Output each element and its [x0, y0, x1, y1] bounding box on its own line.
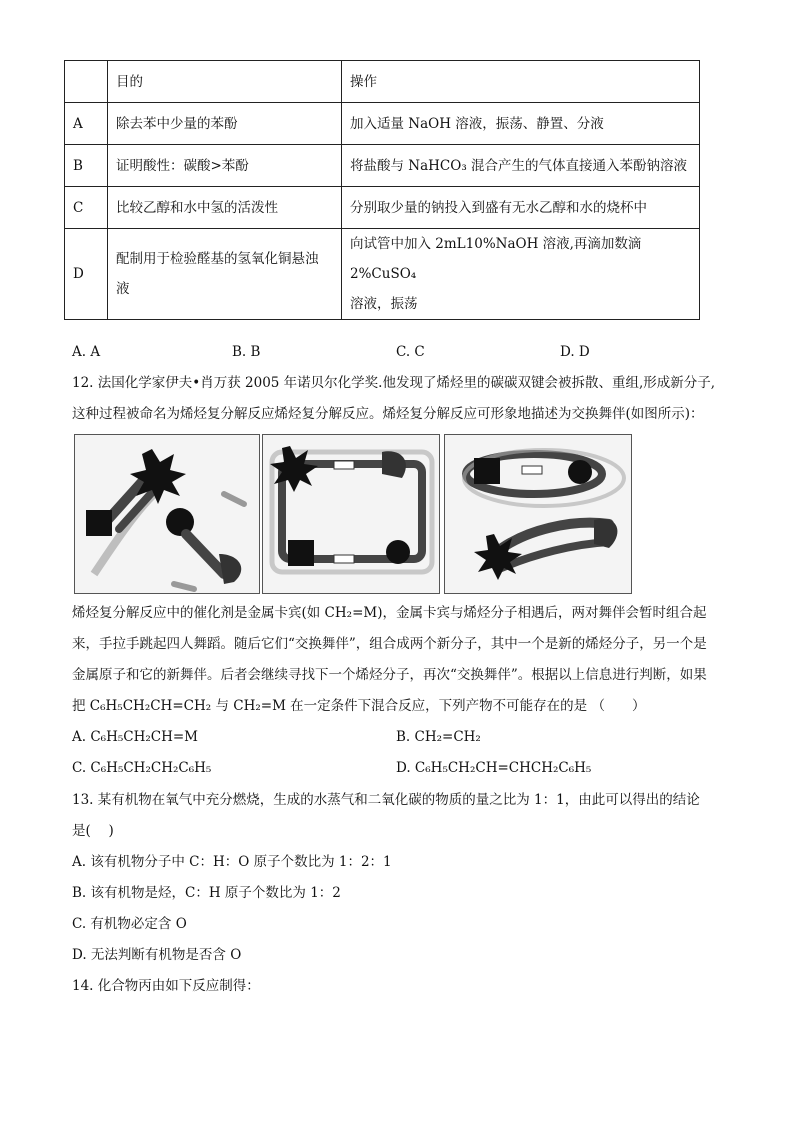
choice-a[interactable]: A. A: [72, 344, 101, 360]
q12-paragraph-line: 来，手拉手跳起四人舞蹈。随后它们“交换舞伴”，组合成两个新分子，其中一个是新的烯烃分子，另一个是: [72, 636, 707, 652]
choice-d[interactable]: D. D: [560, 344, 590, 360]
row-label: C: [65, 187, 108, 229]
row-label: A: [65, 103, 108, 145]
row-purpose: 比较乙醇和水中氢的活泼性: [108, 187, 342, 229]
table-header-row: [65, 61, 700, 103]
row-operation: [342, 229, 700, 320]
choice-b[interactable]: B. B: [232, 344, 261, 360]
q12-paragraph-line: 把 C₆H₅CH₂CH=CH₂ 与 CH₂=M 在一定条件下混合反应，下列产物不可能存在的是 （ ）: [72, 698, 646, 714]
q13-option-b[interactable]: B. 该有机物是烃，C：H 原子个数比为 1：2: [72, 885, 341, 901]
header-cell-label: [65, 61, 108, 103]
row-purpose: [108, 229, 342, 320]
table-row: [65, 187, 700, 229]
header-cell-operation: 操作: [342, 61, 700, 103]
header-cell-purpose: 目的: [108, 61, 342, 103]
dance-panel-2: [262, 434, 440, 594]
row-label: B: [65, 145, 108, 187]
q12-stem-line: 这种过程被命名为烯烃复分解反应烯烃复分解反应。烯烃复分解反应可形象地描述为交换舞伴(如图所示)：: [72, 406, 704, 422]
row-operation: 分别取少量的钠投入到盛有无水乙醇和水的烧杯中: [342, 187, 700, 229]
q13-option-c[interactable]: C. 有机物必定含 O: [72, 916, 187, 932]
q13-stem-line: 13. 某有机物在氧气中充分燃烧，生成的水蒸气和二氧化碳的物质的量之比为 1：1，由此可以得出的结论: [72, 792, 700, 808]
operation-line: 向试管中加入 2mL10%NaOH 溶液,再滴加数滴 2%CuSO₄: [350, 236, 642, 282]
table-row: [65, 145, 700, 187]
q13-option-a[interactable]: A. 该有机物分子中 C：H：O 原子个数比为 1：2：1: [72, 854, 392, 870]
dance-panel-3: [444, 434, 632, 594]
row-purpose: 除去苯中少量的苯酚: [108, 103, 342, 145]
table-row: [65, 229, 700, 320]
q12-option-c[interactable]: C. C₆H₅CH₂CH₂C₆H₅: [72, 760, 212, 776]
purpose-line: 液: [116, 281, 130, 297]
dance-panel-1: [74, 434, 260, 594]
row-operation: 将盐酸与 NaHCO₃ 混合产生的气体直接通入苯酚钠溶液: [342, 145, 700, 187]
row-purpose: 证明酸性：碳酸>苯酚: [108, 145, 342, 187]
purpose-line: 配制用于检验醛基的氢氧化铜悬浊: [116, 251, 319, 267]
choice-c[interactable]: C. C: [396, 344, 425, 360]
q13-stem-line: 是( ): [72, 823, 114, 839]
q12-paragraph-line: 烯烃复分解反应中的催化剂是金属卡宾(如 CH₂=M)，金属卡宾与烯烃分子相遇后，两对舞伴会暂时组合起: [72, 605, 707, 621]
q12-stem-line: 12. 法国化学家伊夫•肖万获 2005 年诺贝尔化学奖.他发现了烯烃里的碳碳双键会被拆散、重组,形成新分子,: [72, 375, 716, 391]
q11-table: [64, 60, 700, 320]
table-row: [65, 103, 700, 145]
operation-line: 溶液，振荡: [350, 296, 418, 312]
q12-option-d[interactable]: D. C₆H₅CH₂CH=CHCH₂C₆H₅: [396, 760, 592, 776]
q12-paragraph-line: 金属原子和它的新舞伴。后者会继续寻找下一个烯烃分子，再次“交换舞伴”。根据以上信息进行判断，如果: [72, 667, 707, 683]
q12-option-b[interactable]: B. CH₂=CH₂: [396, 729, 481, 745]
row-operation: 加入适量 NaOH 溶液，振荡、静置、分液: [342, 103, 700, 145]
row-label: D: [65, 229, 108, 320]
q12-option-a[interactable]: A. C₆H₅CH₂CH=M: [72, 729, 199, 745]
q13-option-d[interactable]: D. 无法判断有机物是否含 O: [72, 947, 242, 963]
q14-stem: 14. 化合物丙由如下反应制得：: [72, 978, 260, 994]
